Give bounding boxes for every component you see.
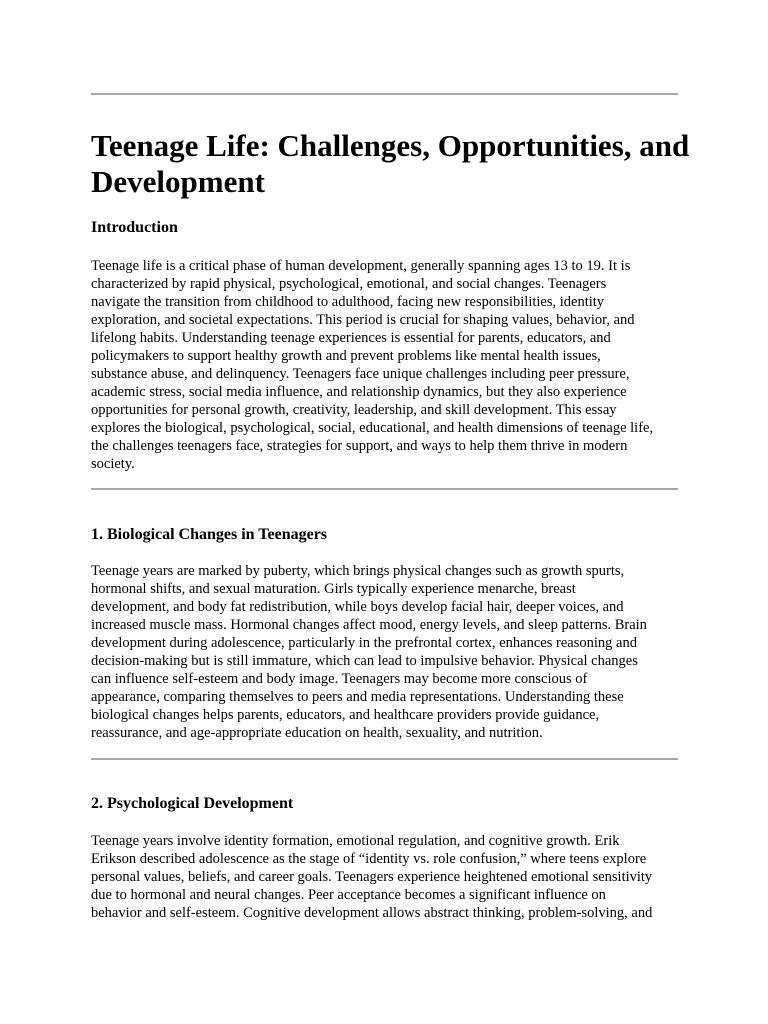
text-line: personal values, beliefs, and career goals. Teenagers experience heightened emotional sensitivity (91, 869, 653, 885)
text-line: lifelong habits. Understanding teenage experiences is essential for parents, educators, and (91, 330, 611, 346)
text-line: exploration, and societal expectations. This period is crucial for shaping values, behavior, and (91, 312, 635, 328)
text-line: reassurance, and age-appropriate education on health, sexuality, and nutrition. (91, 725, 543, 741)
text-line: explores the biological, psychological, social, educational, and health dimensions of teenage life, (91, 420, 654, 436)
section-heading-introduction: Introduction (91, 219, 178, 236)
section-paragraph-biological (91, 562, 681, 742)
text-line: hormonal shifts, and sexual maturation. Girls typically experience menarche, breast (91, 581, 576, 597)
section-divider (91, 758, 678, 760)
text-line: due to hormonal and neural changes. Peer acceptance becomes a significant influence on (91, 887, 606, 903)
text-line: society. (91, 456, 135, 472)
text-line: behavior and self-esteem. Cognitive development allows abstract thinking, problem-solving, and (91, 905, 653, 921)
text-line: development, and body fat redistribution, while boys develop facial hair, deeper voices, and (91, 599, 624, 615)
text-line: can influence self-esteem and body image. Teenagers may become more conscious of (91, 671, 588, 687)
text-line: Teenage life is a critical phase of human development, generally spanning ages 13 to 19. It is (91, 258, 631, 274)
text-line: Teenage years involve identity formation, emotional regulation, and cognitive growth. Erik (91, 833, 620, 849)
section-paragraph-psychological (91, 832, 681, 922)
text-line: navigate the transition from childhood to adulthood, facing new responsibilities, identity (91, 294, 605, 310)
text-line: appearance, comparing themselves to peers and media representations. Understanding these (91, 689, 624, 705)
text-line: Teenage years are marked by puberty, which brings physical changes such as growth spurts, (91, 563, 625, 579)
section-heading-psychological: 2. Psychological Development (91, 795, 294, 812)
title-line: Teenage Life: Challenges, Opportunities, and (91, 128, 690, 163)
text-line: increased muscle mass. Hormonal changes affect mood, energy levels, and sleep patterns. Brain (91, 617, 647, 633)
text-line: academic stress, social media influence, and relationship dynamics, but they also experience (91, 384, 627, 400)
title-line: Development (91, 164, 265, 199)
text-line: substance abuse, and delinquency. Teenagers face unique challenges including peer pressure, (91, 366, 630, 382)
text-line: the challenges teenagers face, strategies for support, and ways to help them thrive in modern (91, 438, 628, 454)
text-line: characterized by rapid physical, psychological, emotional, and social changes. Teenagers (91, 276, 607, 292)
text-line: policymakers to support healthy growth and prevent problems like mental health issues, (91, 348, 601, 364)
text-line: Erikson described adolescence as the stage of “identity vs. role confusion,” where teens explore (91, 851, 647, 867)
text-line: biological changes helps parents, educators, and healthcare providers provide guidance, (91, 707, 600, 723)
section-heading-biological: 1. Biological Changes in Teenagers (91, 526, 328, 543)
text-line: development during adolescence, particularly in the prefrontal cortex, enhances reasoning and (91, 635, 637, 651)
top-divider (91, 93, 678, 95)
text-line: opportunities for personal growth, creativity, leadership, and skill development. This essay (91, 402, 617, 418)
document-title (91, 128, 691, 200)
section-divider (91, 488, 678, 490)
text-line: decision-making but is still immature, which can lead to impulsive behavior. Physical changes (91, 653, 638, 669)
section-paragraph-introduction (91, 257, 681, 473)
